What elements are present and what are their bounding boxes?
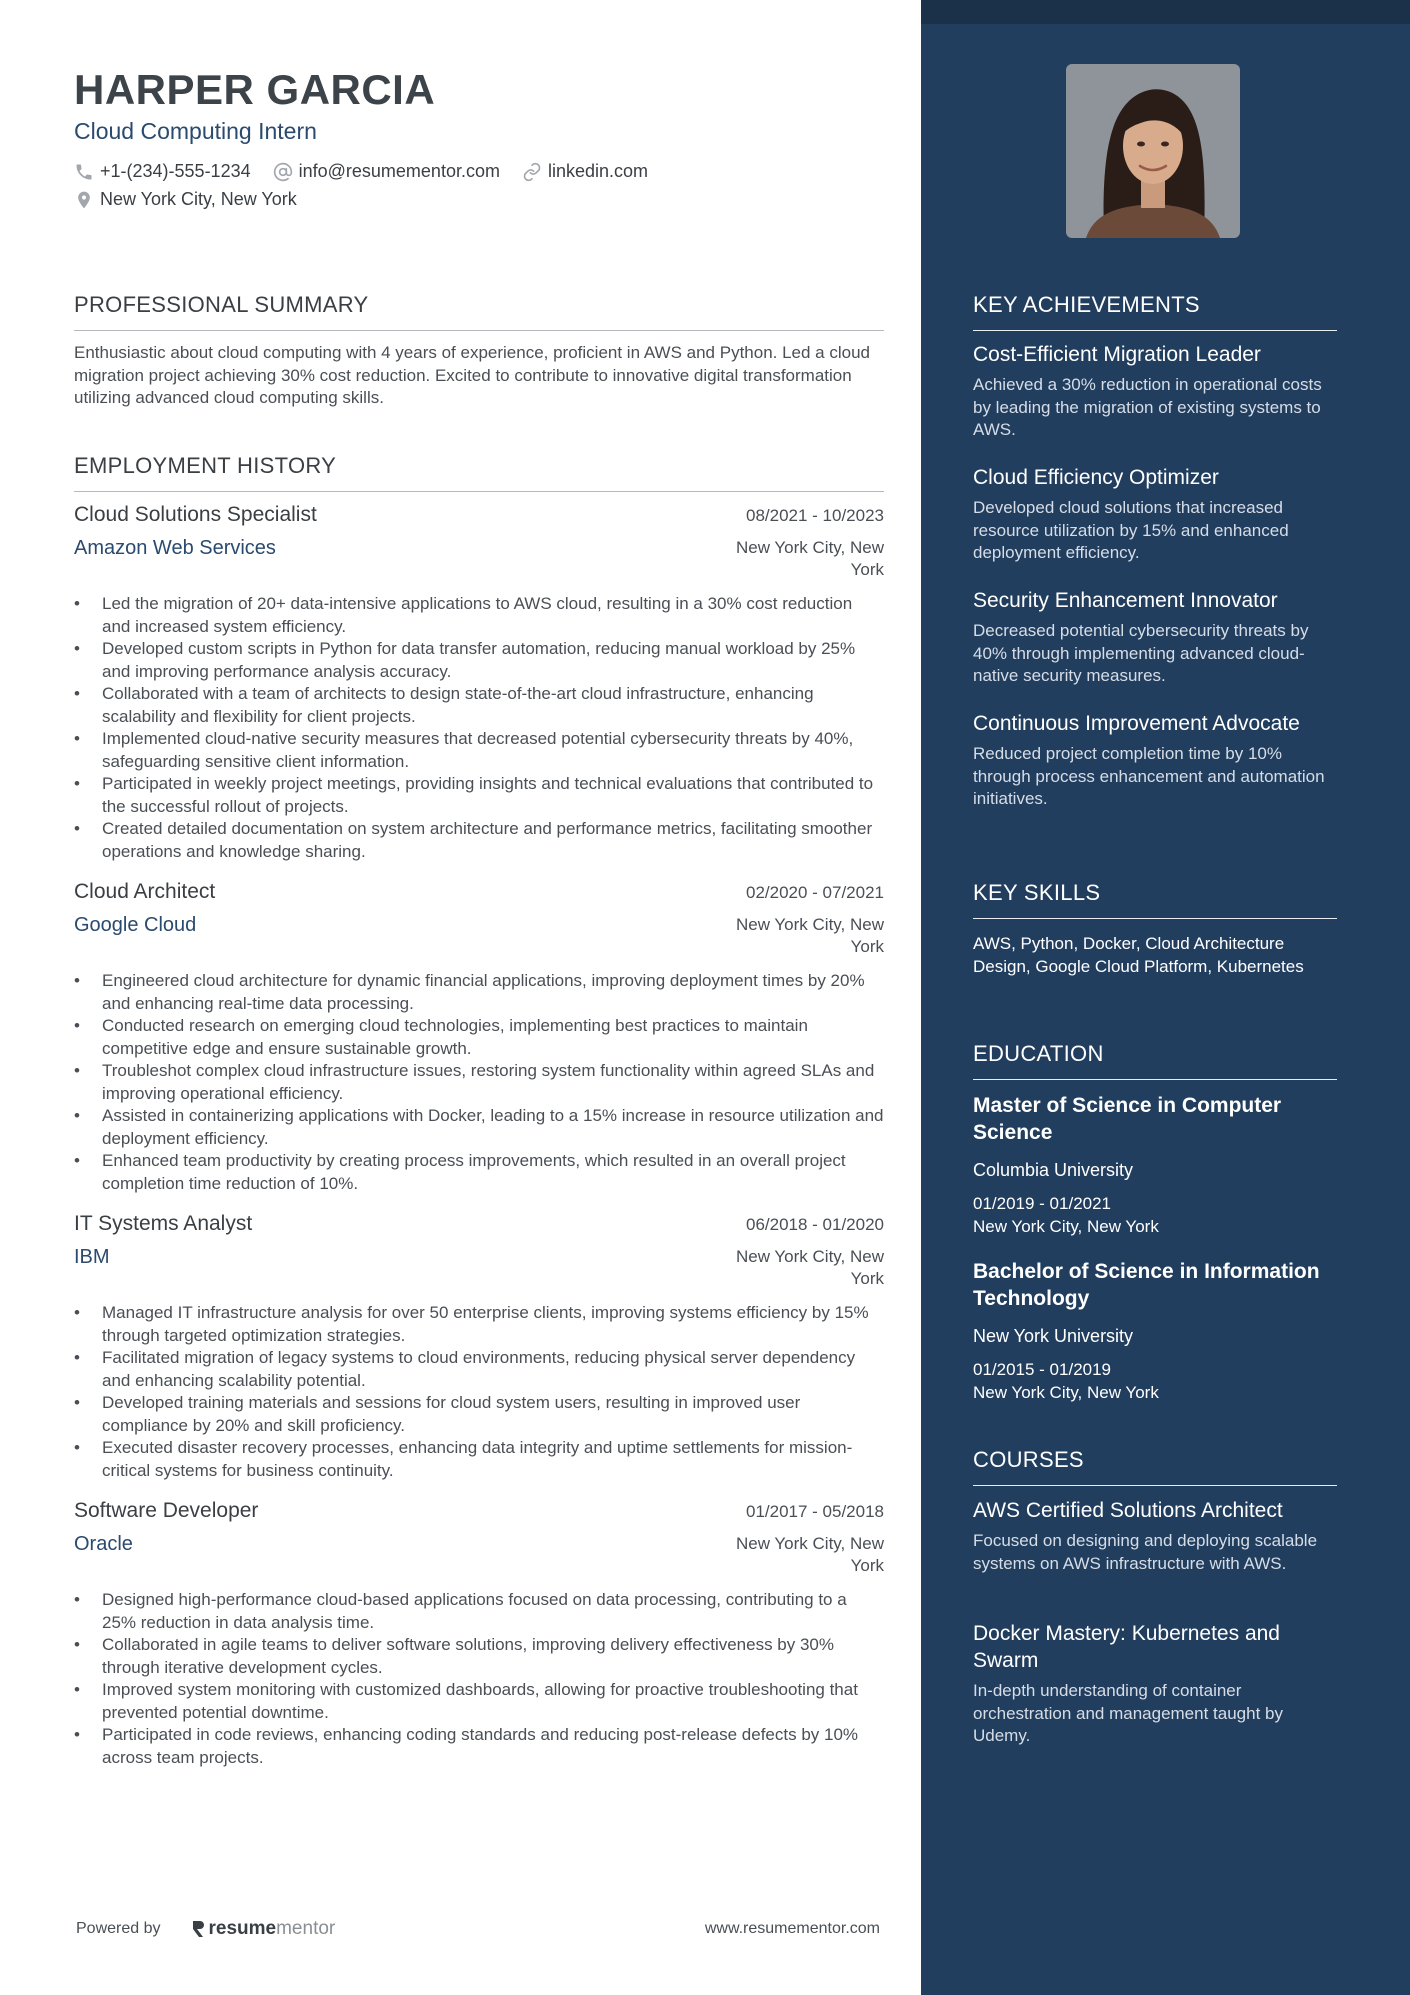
job-bullet: • Designed high-performance cloud-based applications focused on data processing, contributing to a 25% reduction in data analysis time. [74,1589,884,1634]
achievement-title: Cloud Efficiency Optimizer [973,466,1219,489]
job-dates: 06/2018 - 01/2020 [745,1215,884,1234]
map-pin-icon [74,190,94,210]
achievement-title: Continuous Improvement Advocate [973,712,1300,735]
job-dates: 02/2020 - 07/2021 [745,883,884,902]
course-title: Docker Mastery: Kubernetes and Swarm [973,1622,1280,1672]
powered-by [76,1918,335,1940]
achievements-heading: KEY ACHIEVEMENTS [973,292,1337,331]
job-location: New York City, New York [735,538,884,579]
course-text: In-depth understanding of container orchestration and management taught by Udemy. [973,1681,1283,1745]
phone-text: +1-(234)-555-1234 [100,161,251,181]
job-bullet: • Managed IT infrastructure analysis for over 50 enterprise clients, improving systems efficiency by 15% through targeted optimization strategies. [74,1302,884,1347]
resumementor-logo[interactable] [191,1918,336,1940]
logo-light: mentor [276,1918,336,1939]
phone-icon [74,162,94,182]
achievement-text: Reduced project completion time by 10% through process enhancement and automation initiatives. [973,744,1325,808]
achievement-item [973,341,1337,442]
job-bullets [74,1589,884,1769]
sidebar [921,0,1410,1995]
link-icon [522,162,542,182]
achievement-item [973,464,1337,565]
job-bullet: • Developed training materials and sessions for cloud system users, resulting in improved user compliance by 20% and skill proficiency. [74,1392,884,1437]
job-bullet: • Collaborated in agile teams to deliver software solutions, improving delivery effectiveness by 30% through iterative development cycles. [74,1634,884,1679]
education-school: Columbia University [973,1160,1134,1180]
achievement-title: Security Enhancement Innovator [973,589,1278,612]
education-degree: Bachelor of Science in Information Technology [973,1260,1320,1310]
job-entry [74,1499,884,1769]
job-company: Amazon Web Services [74,537,276,559]
job-location: New York City, New York [735,915,884,956]
job-bullet: • Participated in code reviews, enhancing coding standards and reducing post-release defects by 10% across team projects. [74,1724,884,1769]
course-text: Focused on designing and deploying scalable systems on AWS infrastructure with AWS. [973,1531,1318,1573]
summary-heading: PROFESSIONAL SUMMARY [74,292,884,331]
job-bullet: • Collaborated with a team of architects to design state-of-the-art cloud infrastructure, enhancing scalability and flexibility for client projects. [74,683,884,728]
location-text: New York City, New York [100,189,297,209]
achievement-item [973,587,1337,688]
education-meta [973,1359,1337,1404]
skills-list [973,933,1337,978]
job-location: New York City, New York [735,1534,884,1575]
job-bullet: • Participated in weekly project meetings, providing insights and technical evaluations that contributed to the successful rollout of projects. [74,773,884,818]
job-bullets [74,1302,884,1482]
job-entry [74,503,884,863]
education-location: New York City, New York [973,1216,1159,1236]
education-meta [973,1193,1337,1238]
job-bullet: • Facilitated migration of legacy systems to cloud environments, reducing physical server dependency and enhancing scalability potential. [74,1347,884,1392]
job-location: New York City, New York [735,1247,884,1288]
education-location: New York City, New York [973,1382,1159,1402]
education-degree: Master of Science in Computer Science [973,1094,1282,1144]
contact-email [273,161,500,182]
job-bullet: • Assisted in containerizing applications with Docker, leading to a 15% increase in resource utilization and deployment efficiency. [74,1105,884,1150]
contact-row-location [74,189,319,210]
education-item [973,1258,1337,1404]
achievement-text: Decreased potential cybersecurity threats by 40% through implementing advanced cloud-native security measures. [973,621,1309,685]
profile-photo [1066,64,1240,238]
job-bullet: • Improved system monitoring with customized dashboards, allowing for proactive troubleshooting that prevented potential downtime. [74,1679,884,1724]
job-bullet: • Developed custom scripts in Python for data transfer automation, reducing manual workload by 25% and improving performance analysis accuracy. [74,638,884,683]
job-bullet: • Implemented cloud-native security measures that decreased potential cybersecurity threats by 40%, safeguarding sensitive client information. [74,728,884,773]
linkedin-link[interactable]: linkedin.com [547,161,649,181]
job-bullet: • Conducted research on emerging cloud technologies, implementing best practices to maintain competitive edge and ensure sustainable growth. [74,1015,884,1060]
education-dates: 01/2019 - 01/2021 [973,1194,1112,1213]
job-dates: 01/2017 - 05/2018 [745,1502,884,1521]
email-link[interactable]: info@resumementor.com [298,161,500,181]
powered-by-label: Powered by [76,1920,161,1937]
education-dates: 01/2015 - 01/2019 [973,1360,1112,1379]
achievement-item [973,710,1337,811]
contact-location [74,189,297,210]
sidebar-top-bar [921,0,1410,24]
skills-heading: KEY SKILLS [973,880,1337,919]
logo-mark-icon [191,1919,205,1939]
job-title: Cloud Solutions Specialist [74,503,317,526]
job-title: IT Systems Analyst [74,1212,253,1235]
job-company: Google Cloud [74,914,197,936]
achievement-title: Cost-Efficient Migration Leader [973,343,1261,366]
job-bullet: • Led the migration of 20+ data-intensive applications to AWS cloud, resulting in a 30% cost reduction and increased system efficiency. [74,593,884,638]
contact-phone [74,161,251,182]
achievement-text: Achieved a 30% reduction in operational costs by leading the migration of existing systems to AWS. [973,375,1322,439]
footer-url[interactable]: www.resumementor.com [704,1920,880,1937]
education-school: New York University [973,1326,1134,1346]
footer [76,1918,880,1940]
education-heading: EDUCATION [973,1041,1337,1080]
job-company: IBM [74,1246,110,1268]
course-item [973,1620,1337,1748]
contact-row [74,161,670,182]
job-entry [74,1212,884,1482]
employment-heading: EMPLOYMENT HISTORY [74,453,884,492]
job-bullets [74,593,884,863]
job-title: Software Developer [74,1499,259,1522]
achievement-text: Developed cloud solutions that increased resource utilization by 15% and enhanced deployment efficiency. [973,498,1289,562]
candidate-name: HARPER GARCIA [74,66,436,113]
job-dates: 08/2021 - 10/2023 [745,506,884,525]
portrait-image [1066,64,1240,238]
job-bullets [74,970,884,1195]
course-title: AWS Certified Solutions Architect [973,1499,1283,1522]
summary-text: Enthusiastic about cloud computing with 4 years of experience, proficient in AWS and Python. Led a cloud migration project achieving 30% cost reduction. Excited to contribute to innovative digital transformation utilizing advanced cloud computing skills. [74,343,871,407]
job-bullet: • Troubleshot complex cloud infrastructure issues, restoring system functionality within agreed SLAs and improving operational efficiency. [74,1060,884,1105]
at-icon [273,162,293,182]
job-company: Oracle [74,1533,133,1555]
job-bullet: • Executed disaster recovery processes, enhancing data integrity and uptime settlements for mission-critical systems for business continuity. [74,1437,884,1482]
job-title: Cloud Architect [74,880,216,903]
job-bullet: • Engineered cloud architecture for dynamic financial applications, improving deployment times by 20% and enhancing real-time data processing. [74,970,884,1015]
logo-bold: resume [208,1918,277,1939]
courses-heading: COURSES [973,1447,1337,1486]
job-bullet: • Created detailed documentation on system architecture and performance metrics, facilitating smoother operations and knowledge sharing. [74,818,884,863]
contact-linkedin [522,161,648,182]
education-item [973,1092,1337,1238]
candidate-role: Cloud Computing Intern [74,118,317,144]
course-item [973,1497,1337,1575]
job-bullet: • Enhanced team productivity by creating process improvements, which resulted in an overall project completion time reduction of 10%. [74,1150,884,1195]
job-entry [74,880,884,1195]
skills-text: AWS, Python, Docker, Cloud Architecture Design, Google Cloud Platform, Kubernetes [973,934,1304,976]
